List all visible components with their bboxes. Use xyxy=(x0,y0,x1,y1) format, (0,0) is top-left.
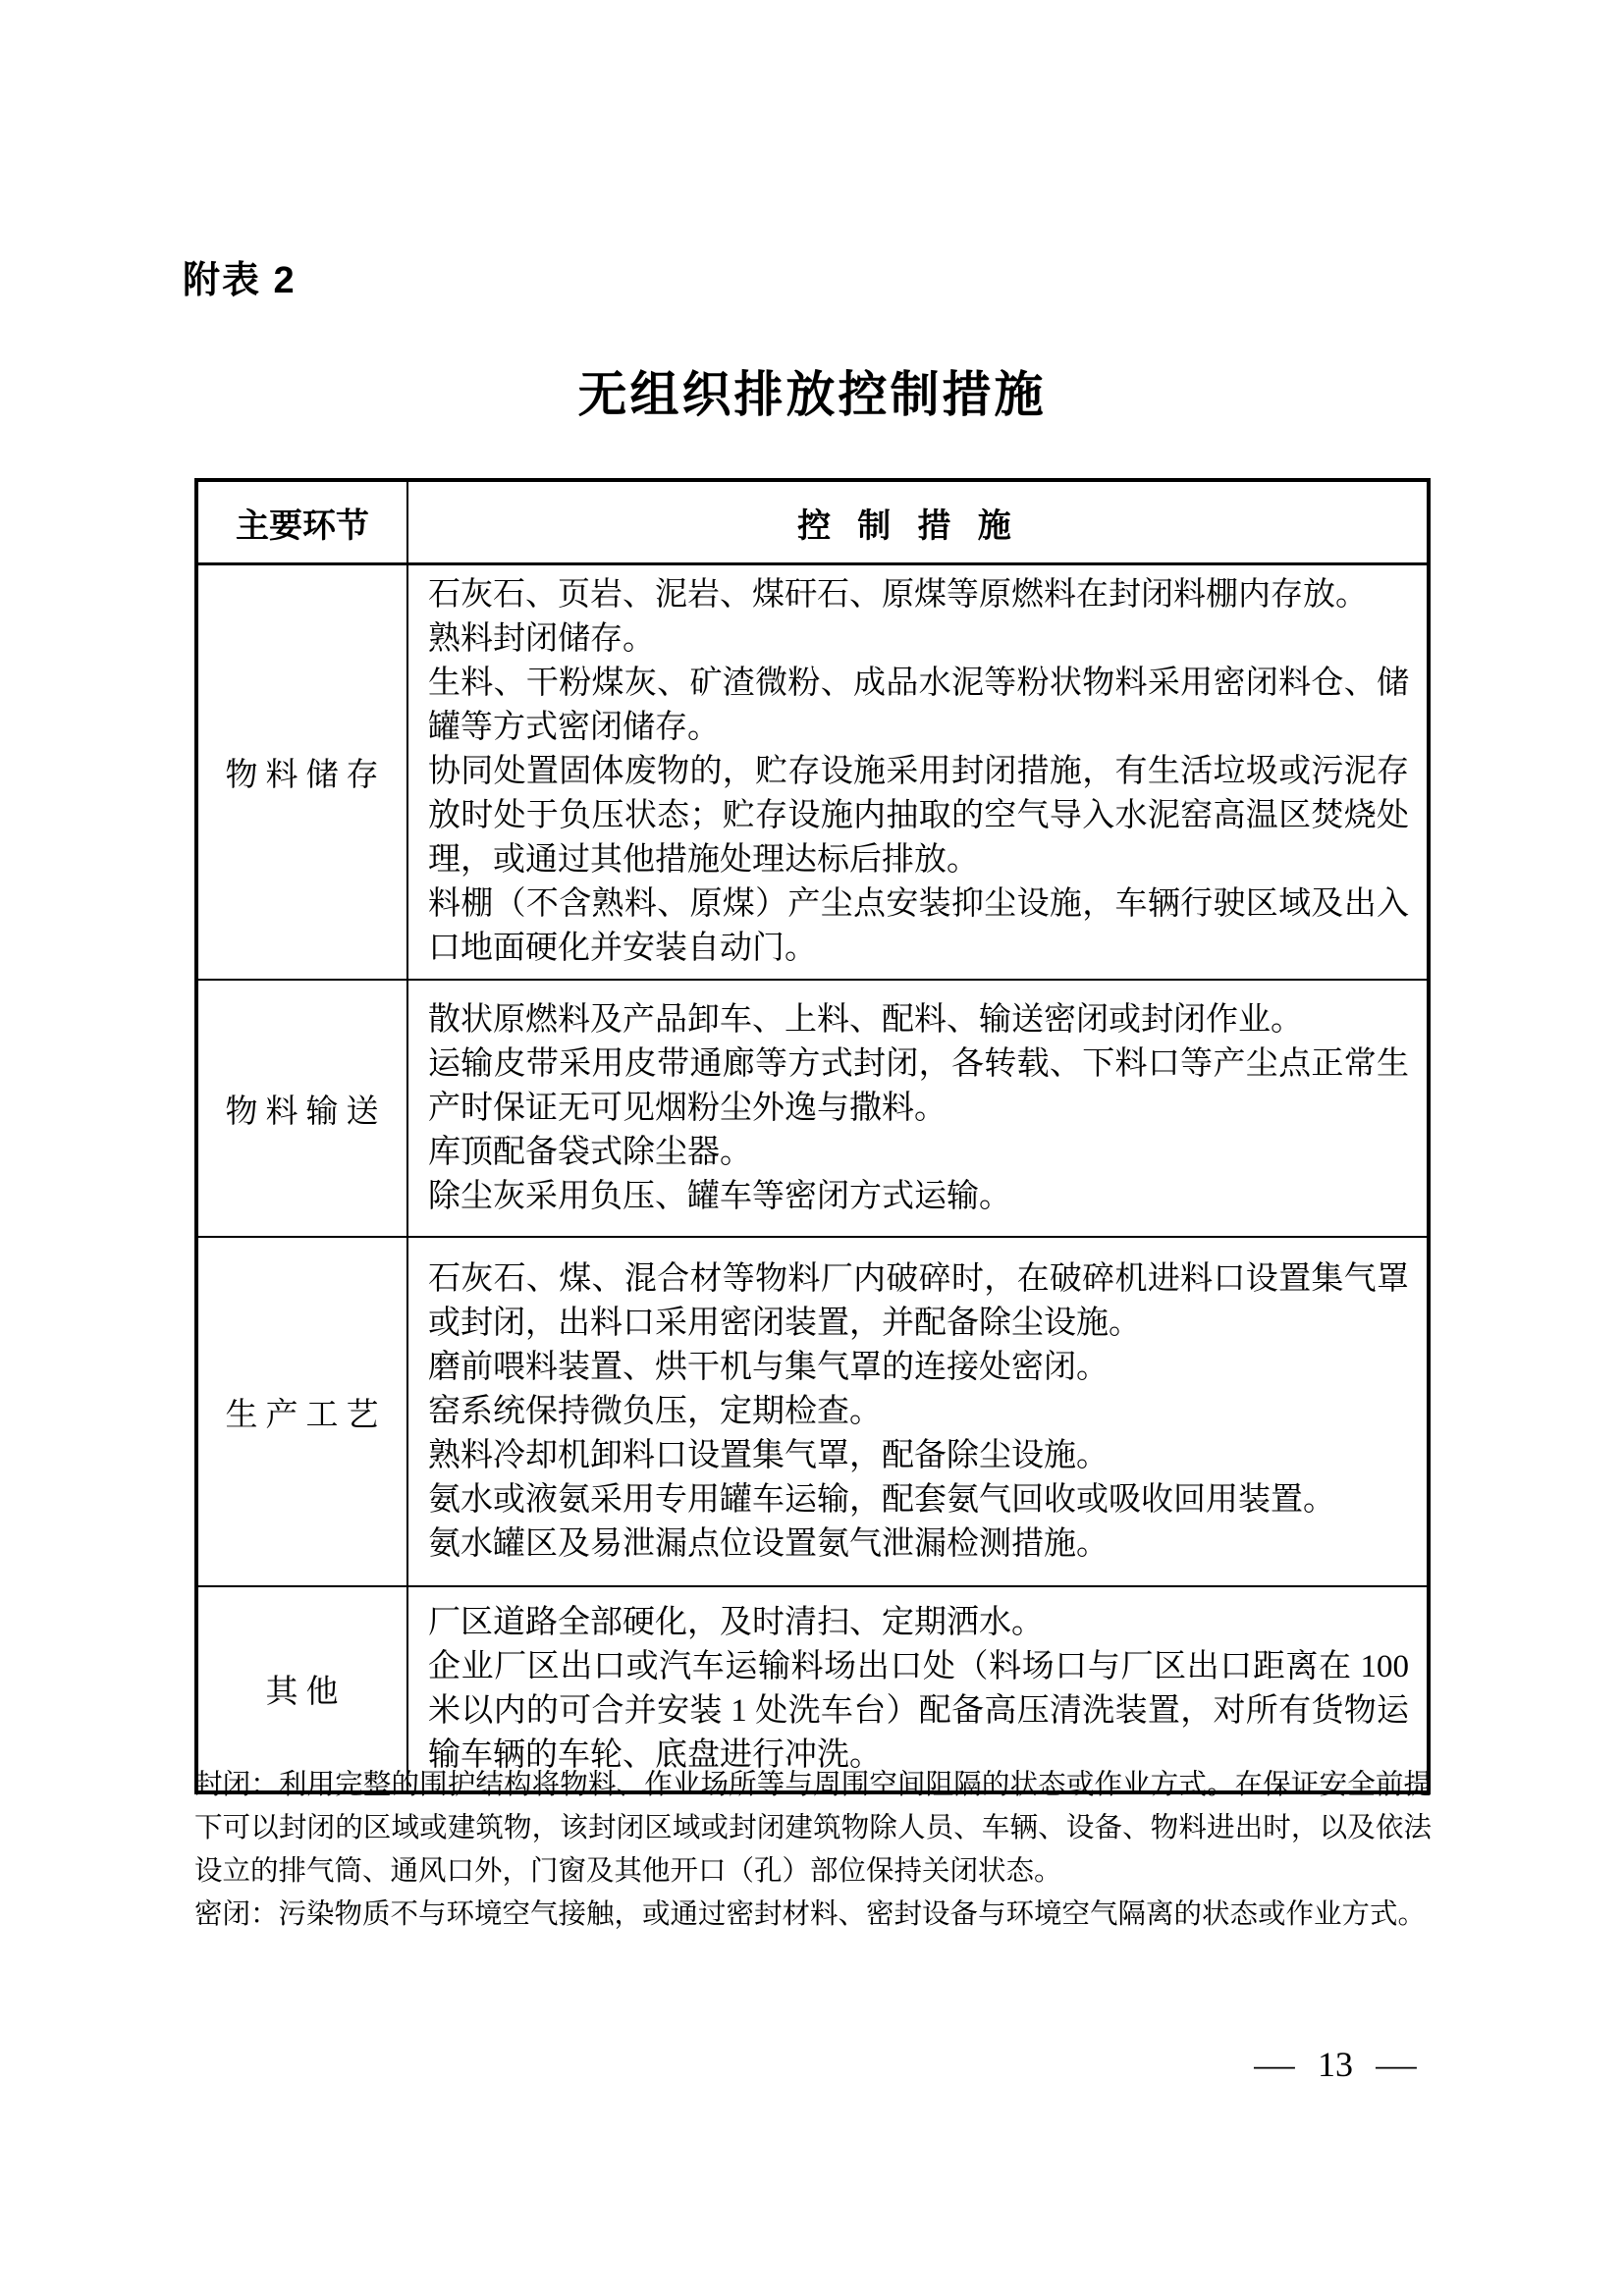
measure-item: 运输皮带采用皮带通廊等方式封闭，各转载、下料口等产尘点正常生产时保证无可见烟粉尘外逸与撒料。 xyxy=(428,1045,1409,1126)
measure-item: 石灰石、页岩、泥岩、煤矸石、原煤等原燃料在封闭料棚内存放。 xyxy=(428,577,1368,613)
measure-item: 料棚（不含熟料、原煤）产尘点安装抑尘设施，车辆行驶区域及出入口地面硬化并安装自动门。 xyxy=(428,886,1409,966)
measure-item: 磨前喂料装置、烘干机与集气罩的连接处密闭。 xyxy=(428,1349,1109,1385)
measure-item: 生料、干粉煤灰、矿渣微粉、成品水泥等粉状物料采用密闭料仓、储罐等方式密闭储存。 xyxy=(428,666,1409,745)
table-row-material-storage xyxy=(196,564,1429,981)
measure-item: 协同处置固体废物的，贮存设施采用封闭措施，有生活垃圾或污泥存放时处于负压状态；贮存设施内抽取的空气导入水泥窑高温区焚烧处理，或通过其他措施处理达标后排放。 xyxy=(428,754,1409,878)
page-title: 无组织排放控制措施 xyxy=(577,367,1047,422)
measure-item: 厂区道路全部硬化，及时清扫、定期洒水。 xyxy=(428,1604,1044,1640)
footnotes xyxy=(194,1764,1432,1937)
measure-item: 熟料冷却机卸料口设置集气罩，配备除尘设施。 xyxy=(428,1437,1109,1473)
measures-cell xyxy=(407,1237,1429,1586)
page-number-dash-right: — xyxy=(1376,2045,1417,2084)
table-header-row xyxy=(196,480,1429,564)
measure-item: 窑系统保持微负压，定期检查。 xyxy=(428,1393,882,1429)
footnote-airtight-definition: 密闭：污染物质不与环境空气接触，或通过密封材料、密封设备与环境空气隔离的状态或作业方式。 xyxy=(194,1899,1427,1930)
measure-item: 企业厂区出口或汽车运输料场出口处（料场口与厂区出口距离在 100 米以内的可合并安装 1 处洗车台）配备高压清洗装置，对所有货物运输车辆的车轮、底盘进行冲洗。 xyxy=(428,1648,1409,1773)
footnote-sealed-definition: 封闭：利用完整的围护结构将物料、作业场所等与周围空间阻隔的状态或作业方式。在保证安全前提下可以封闭的区域或建筑物，该封闭区域或封闭建筑物除人员、车辆、设备、物料进出时，以及依法设立的排气筒、通风口外，门窗及其他开口（孔）部位保持关闭状态。 xyxy=(194,1770,1432,1887)
measure-item: 石灰石、煤、混合材等物料厂内破碎时，在破碎机进料口设置集气罩或封闭，出料口采用密闭装置，并配备除尘设施。 xyxy=(428,1260,1409,1341)
stage-label: 物料储存 xyxy=(196,564,407,981)
control-measures-table xyxy=(194,478,1431,1794)
table-row-other xyxy=(196,1586,1429,1792)
table-row-material-transport xyxy=(196,980,1429,1237)
page-number-value: 13 xyxy=(1318,2045,1353,2084)
measure-item: 氨水或液氨采用专用罐车运输，配套氨气回收或吸收回用装置。 xyxy=(428,1481,1335,1518)
measures-cell xyxy=(407,564,1429,981)
measures-cell xyxy=(407,1586,1429,1792)
measure-item: 熟料封闭储存。 xyxy=(428,621,655,657)
measure-item: 除尘灰采用负压、罐车等密闭方式运输。 xyxy=(428,1178,1011,1214)
page-number-dash-left: — xyxy=(1254,2045,1295,2084)
stage-label: 生产工艺 xyxy=(196,1237,407,1586)
stage-label: 其他 xyxy=(196,1586,407,1792)
page-number xyxy=(1237,2044,1434,2085)
measures-cell xyxy=(407,980,1429,1237)
measure-item: 库顶配备袋式除尘器。 xyxy=(428,1134,752,1170)
measure-item: 散状原燃料及产品卸车、上料、配料、输送密闭或封闭作业。 xyxy=(428,1001,1303,1038)
measure-item: 氨水罐区及易泄漏点位设置氨气泄漏检测措施。 xyxy=(428,1525,1109,1562)
column-header-measures: 控制措施 xyxy=(407,480,1429,564)
table-row-production-process xyxy=(196,1237,1429,1586)
column-header-stage: 主要环节 xyxy=(196,480,407,564)
stage-label: 物料输送 xyxy=(196,980,407,1237)
appendix-label: 附表 2 xyxy=(183,260,297,301)
